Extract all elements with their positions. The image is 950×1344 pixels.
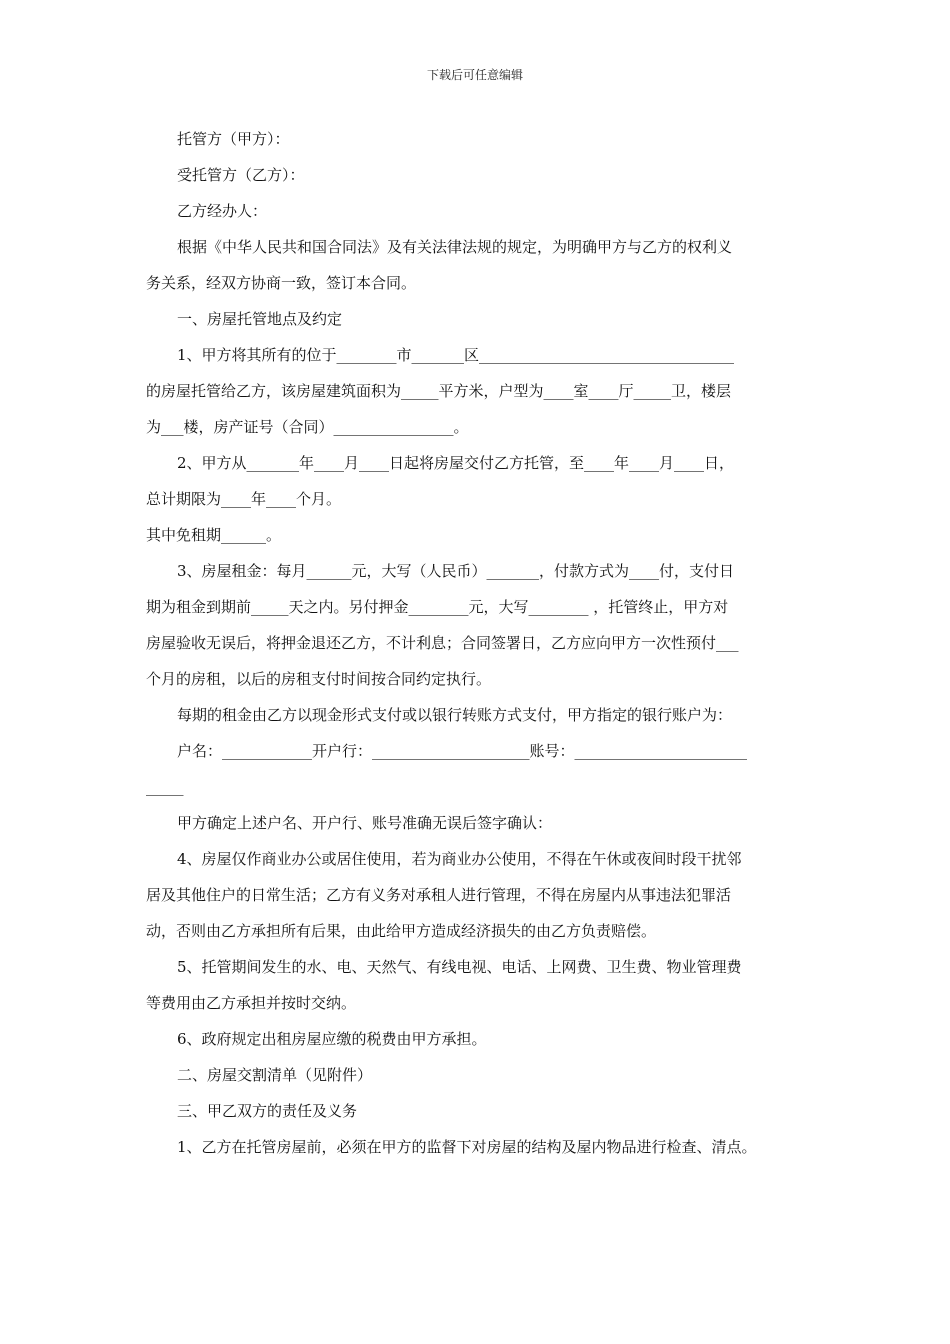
section-1-heading: 一、房屋托管地点及约定 (177, 310, 343, 328)
bank-account-line: 户名：____________开户行：_____________________账号：_______________________ (177, 742, 748, 760)
clause-3-1-line: 1、乙方在托管房屋前，必须在甲方的监督下对房屋的结构及屋内物品进行检查、清点。 (177, 1138, 757, 1156)
section-3-heading: 三、甲乙双方的责任及义务 (177, 1102, 358, 1120)
clause-1-4-line-3: 动，否则由乙方承担所有后果，由此给甲方造成经济损失的由乙方负责赔偿。 (146, 922, 657, 940)
preamble-line-1: 根据《中华人民共和国合同法》及有关法律法规的规定，为明确甲方与乙方的权利义 (177, 238, 733, 256)
clause-1-2-line-2: 总计期限为____年____个月。 (146, 490, 342, 508)
party-b-line: 受托管方（乙方）： (177, 166, 305, 184)
bank-account-continuation: _____ (146, 778, 184, 796)
clause-1-5-line-1: 5、托管期间发生的水、电、天然气、有线电视、电话、上网费、卫生费、物业管理费 (177, 958, 742, 976)
clause-1-4-line-1: 4、房屋仅作商业办公或居住使用，若为商业办公使用，不得在午休或夜间时段干扰邻 (177, 850, 742, 868)
clause-1-2-line-3: 其中免租期______。 (146, 526, 282, 544)
clause-1-3-line-3: 房屋验收无误后，将押金退还乙方，不计利息；合同签署日，乙方应向甲方一次性预付___ (146, 634, 739, 652)
clause-1-4-line-2: 居及其他住户的日常生活；乙方有义务对承租人进行管理，不得在房屋内从事违法犯罪活 (146, 886, 732, 904)
clause-1-1-line-1: 1、甲方将其所有的位于________市_______区__________________________________ (177, 346, 735, 364)
party-a-line: 托管方（甲方）： (177, 130, 290, 148)
clause-1-5-line-2: 等费用由乙方承担并按时交纳。 (146, 994, 357, 1012)
bank-confirm-line: 甲方确定上述户名、开户行、账号准确无误后签字确认： (177, 814, 553, 832)
clause-1-3-line-4: 个月的房租，以后的房租支付时间按合同约定执行。 (146, 670, 492, 688)
clause-1-1-line-3: 为___楼，房产证号（合同）________________。 (146, 418, 469, 436)
payment-method-line: 每期的租金由乙方以现金形式支付或以银行转账方式支付，甲方指定的银行账户为： (177, 706, 733, 724)
section-2-heading: 二、房屋交割清单（见附件） (177, 1066, 373, 1084)
clause-1-1-line-2: 的房屋托管给乙方，该房屋建筑面积为_____平方米，户型为____室____厅_____卫，楼层 (146, 382, 732, 400)
contract-body (146, 121, 818, 1165)
clause-1-3-line-2: 期为租金到期前_____天之内。另付押金________元，大写________ ，托管终止，甲方对 (146, 598, 729, 616)
preamble-line-2: 务关系，经双方协商一致，签订本合同。 (146, 274, 417, 292)
party-b-agent-line: 乙方经办人： (177, 202, 268, 220)
clause-1-2-line-1: 2、甲方从_______年____月____日起将房屋交付乙方托管，至____年____月____日， (177, 454, 735, 472)
page-header-note: 下载后可任意编辑 (426, 68, 523, 82)
clause-1-3-line-1: 3、房屋租金：每月______元，大写（人民币）_______，付款方式为____付，支付日 (177, 562, 735, 580)
clause-1-6-line: 6、政府规定出租房屋应缴的税费由甲方承担。 (177, 1030, 487, 1048)
